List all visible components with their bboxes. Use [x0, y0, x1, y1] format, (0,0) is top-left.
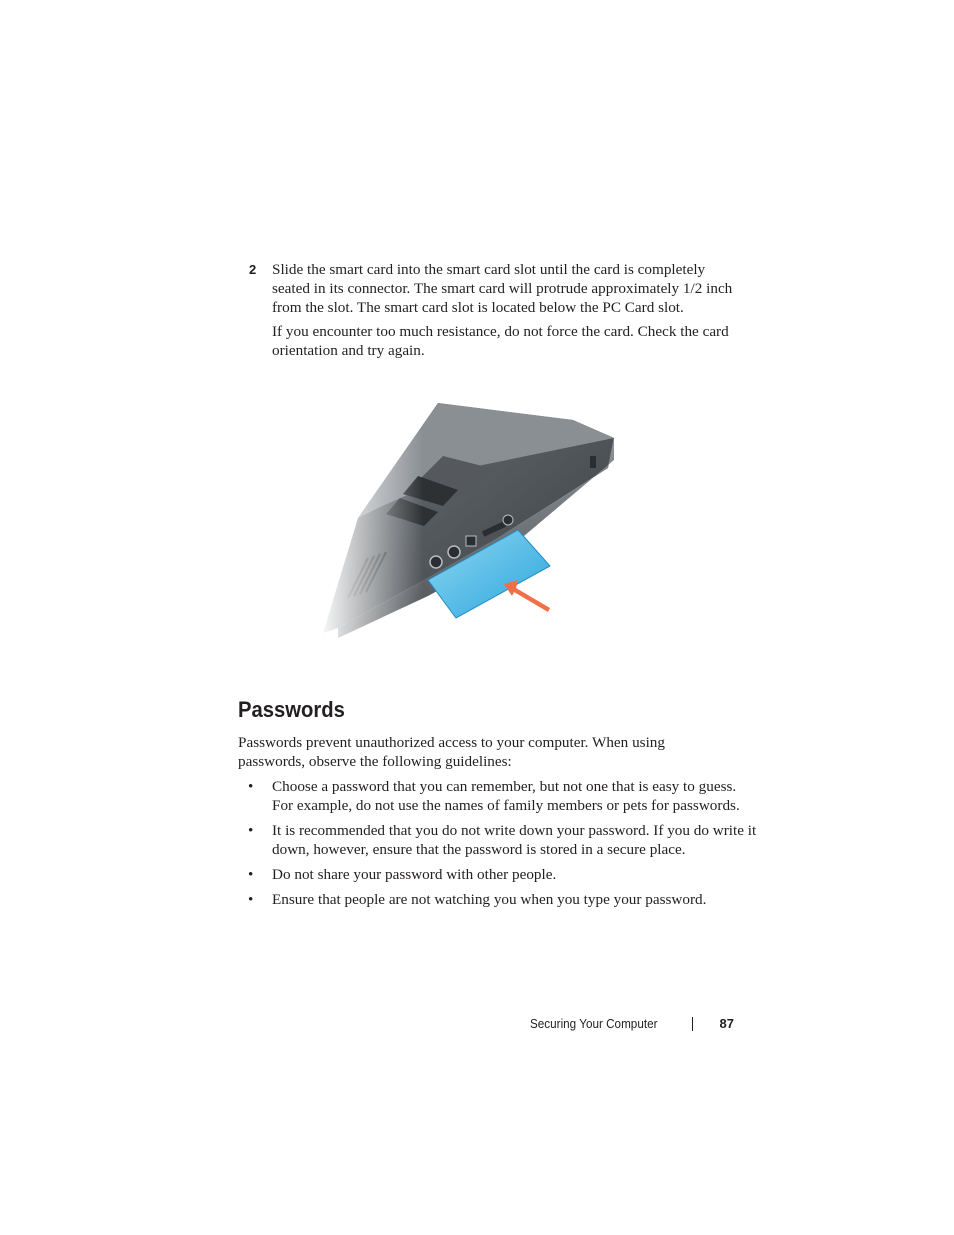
list-item: • It is recommended that you do not write down your password. If you do write it down, however, ensure that the password is stored in a secure place. — [248, 822, 757, 858]
bullet-icon: • — [248, 822, 254, 839]
page-footer — [530, 1015, 736, 1035]
footer-divider — [692, 1017, 693, 1031]
step-note: If you encounter too much resistance, do not force the card. Check the card orientation and try again. — [272, 323, 729, 359]
laptop-smart-card-drawing — [318, 398, 618, 648]
step-number: 2 — [249, 262, 257, 277]
smart-card-insertion-illustration — [318, 398, 618, 648]
list-item: • Ensure that people are not watching you when you type your password. — [248, 891, 707, 908]
bullet-icon: • — [248, 891, 254, 908]
footer-chapter-title: Securing Your Computer — [530, 1016, 658, 1031]
section-heading: Passwords — [238, 697, 345, 722]
step-instruction: Slide the smart card into the smart card slot until the card is completely seated in its connector. The smart card will protrude approximately 1/2 inch from the slot. The smart card slot is located below the PC Card slot. — [272, 261, 733, 316]
bullet-icon: • — [248, 778, 254, 795]
bullet-icon: • — [248, 866, 254, 883]
list-item: • Do not share your password with other people. — [248, 866, 557, 883]
guidelines-list — [238, 777, 758, 915]
page-number: 87 — [719, 1016, 734, 1031]
list-item: • Choose a password that you can remember, but not one that is easy to guess. For example, do not use the names of family members or pets for passwords. — [248, 778, 740, 814]
section-intro: Passwords prevent unauthorized access to your computer. When using passwords, observe the following guidelines: — [238, 734, 665, 770]
